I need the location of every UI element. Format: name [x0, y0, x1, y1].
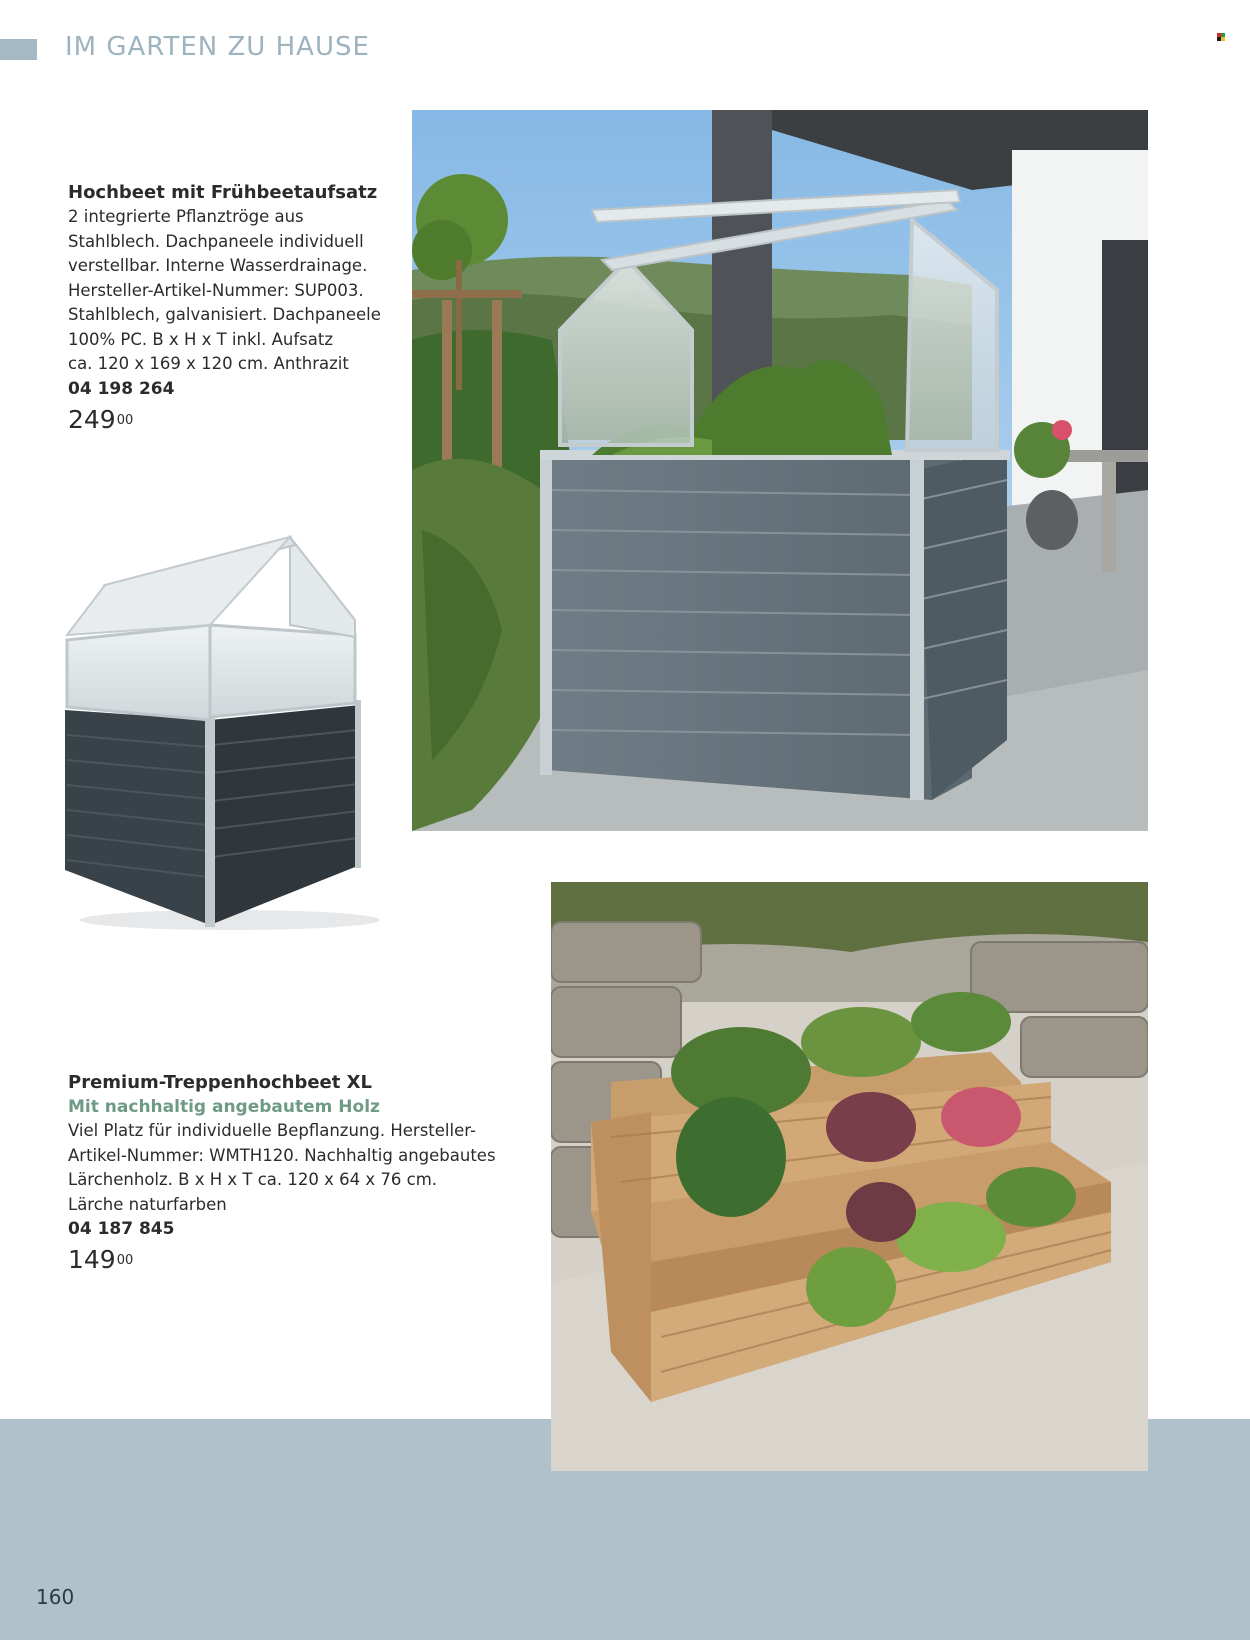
description-line: Hersteller-Artikel-Nummer: SUP003. [68, 280, 364, 300]
photo-hochbeet-terrace-image [412, 110, 1148, 831]
description-line: verstellbar. Interne Wasserdrainage. [68, 256, 368, 275]
description-line: Viel Platz für individuelle Bepflanzung. Hersteller- [68, 1121, 476, 1140]
photo-hochbeet-packshot [55, 525, 385, 935]
description-line: Stahlblech. Dachpaneele individuell [68, 231, 364, 251]
color-registration-mark [1217, 33, 1225, 41]
photo-hochbeet-packshot-image [55, 525, 385, 935]
product-description [68, 1119, 528, 1217]
description-line: 100% PC. B x H x T inkl. Aufsatz [68, 329, 333, 349]
article-number: 04 198 264 [68, 378, 175, 399]
price [68, 1245, 528, 1275]
price-main: 149 [68, 1245, 116, 1274]
product-name: Hochbeet mit Frühbeetaufsatz [68, 182, 378, 203]
description-line: ca. 120 x 169 x 120 cm. Anthrazit [68, 354, 349, 373]
price-main: 249 [68, 404, 116, 434]
description-line: 2 integrierte Pflanztröge aus [68, 207, 304, 226]
description-line: Lärche naturfarben [68, 1194, 227, 1214]
photo-hochbeet-terrace [412, 110, 1148, 831]
section-title: IM GARTEN ZU HAUSE [65, 32, 370, 62]
product-subtitle: Mit nachhaltig angebautem Holz [68, 1097, 380, 1117]
price-cents: 00 [116, 1253, 134, 1268]
section-marker-bar [0, 39, 37, 60]
page-number: 160 [36, 1585, 75, 1609]
product-name: Premium-Treppenhochbeet XL [68, 1072, 372, 1093]
article-number: 04 187 845 [68, 1219, 175, 1239]
description-line: Artikel-Nummer: WMTH120. Nachhaltig angebautes [68, 1145, 496, 1165]
photo-treppenhochbeet-image [551, 882, 1148, 1471]
product-treppenhochbeet-info [68, 1071, 528, 1275]
description-line: Lärchenholz. B x H x T ca. 120 x 64 x 76 cm. [68, 1170, 438, 1189]
price-cents: 00 [116, 412, 134, 428]
description-line: Stahlblech, galvanisiert. Dachpaneele [68, 305, 381, 324]
photo-treppenhochbeet [551, 882, 1148, 1471]
